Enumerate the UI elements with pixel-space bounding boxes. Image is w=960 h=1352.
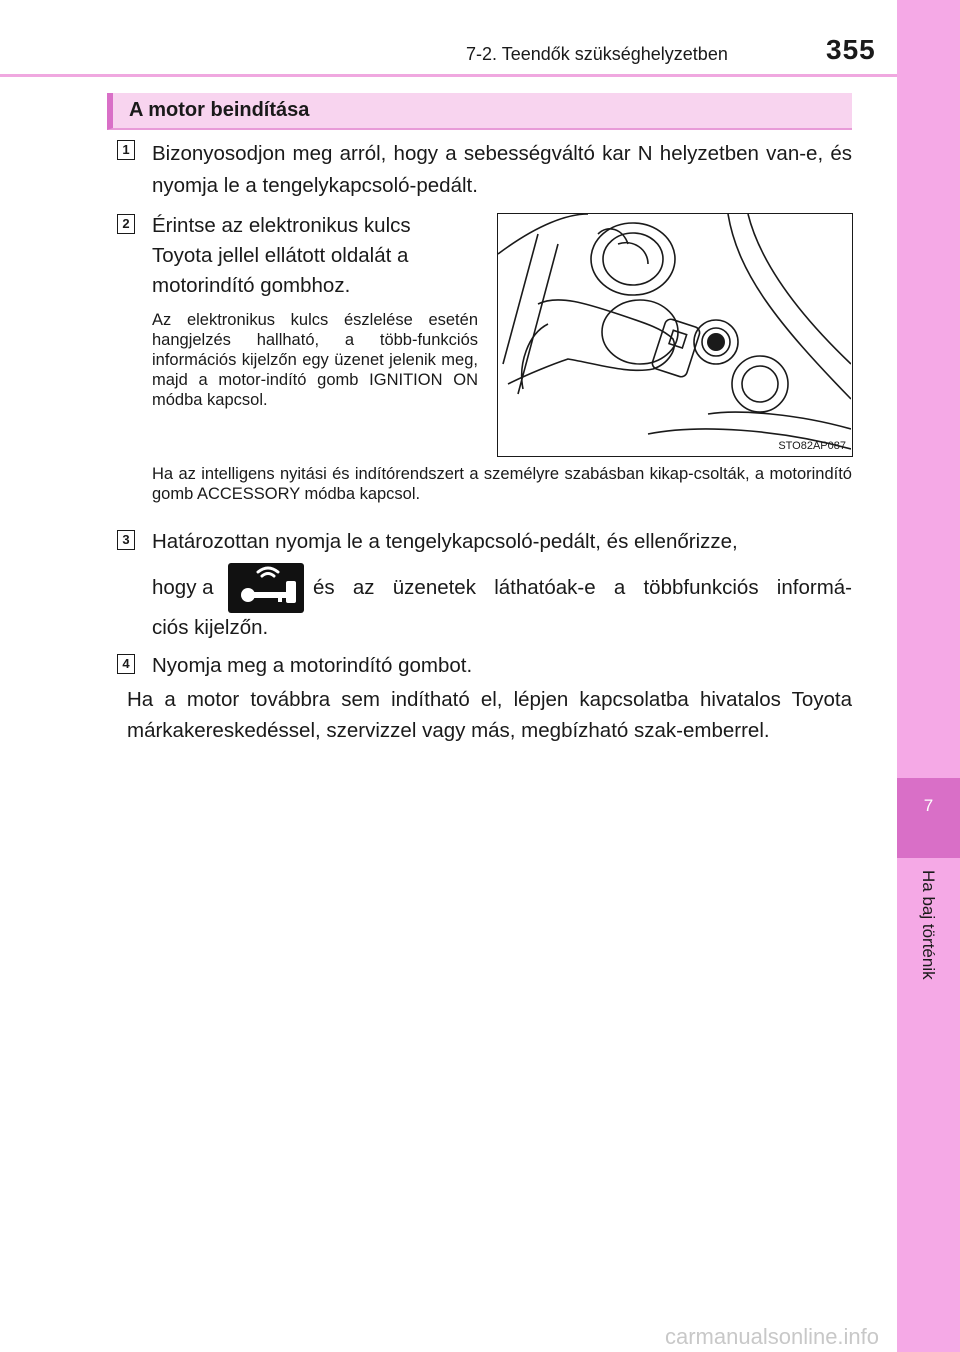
step-3-line-1: Határozottan nyomja le a tengelykapcsoló-pedált, és ellenőrizze, (152, 530, 738, 553)
step-2-line-2: Toyota jellel ellátott oldalát a (152, 244, 409, 267)
chapter-tab-number: 7 (923, 796, 934, 815)
side-strip (897, 0, 960, 1352)
step-3-line-2-prefix: hogy a (152, 576, 214, 599)
step-3-line-2-suffix: és az üzenetek láthatóak-e a többfunkciós informá- (313, 576, 852, 599)
key-touch-illustration (497, 213, 853, 457)
chapter-tab-title-text: Ha baj történik (919, 870, 938, 980)
step-4-text: Nyomja meg a motorindító gombot. (152, 654, 473, 677)
page-number: 355 (826, 34, 876, 65)
step-1-text: Bizonyosodjon meg arról, hogy a sebességváltó kar N helyzetben van-e, és nyomja le a tengelykapcsoló-pedált. (152, 142, 852, 197)
step-number-3: 3 (117, 530, 135, 550)
chapter-tab (897, 778, 960, 858)
step-number-1: 1 (117, 140, 135, 160)
step-2-line-1: Érintse az elektronikus kulcs (152, 214, 411, 237)
step-2-note: Az elektronikus kulcs észlelése esetén hangjelzés hallható, a több-funkciós információs kijelzőn egy üzenet jelenik meg, majd a motor-indító gomb IGNITION ON módba kapcsol. (152, 311, 478, 409)
chapter-tab-title (915, 870, 939, 1010)
smart-key-indicator-icon (228, 563, 304, 613)
step-number-2: 2 (117, 214, 135, 234)
step-2-note-2: Ha az intelligens nyitási és indítórendszert a személyre szabásban kikap-csolták, a motorindító gomb ACCESSORY módba kapcsol. (152, 465, 852, 503)
step-3-line-3: ciós kijelzőn. (152, 616, 269, 639)
step-number-4: 4 (117, 654, 135, 674)
key-illustration-drawing (498, 214, 851, 455)
closing-paragraph: Ha a motor továbbra sem indítható el, lépjen kapcsolatba hivatalos Toyota márkakereskedéssel, szervizzel vagy más, megbízható szak-emberrel. (127, 688, 852, 742)
watermark: carmanualsonline.info (665, 1324, 880, 1349)
chapter-heading: 7-2. Teendők szükséghelyzetben (466, 44, 728, 64)
smart-key-indicator-graphic (228, 563, 304, 613)
header-rule (0, 74, 897, 77)
section-heading-box (107, 93, 852, 130)
figure-code: STO82AP087 (778, 440, 846, 452)
section-title: A motor beindítása (129, 99, 310, 121)
step-2-line-3: motorindító gombhoz. (152, 274, 351, 297)
